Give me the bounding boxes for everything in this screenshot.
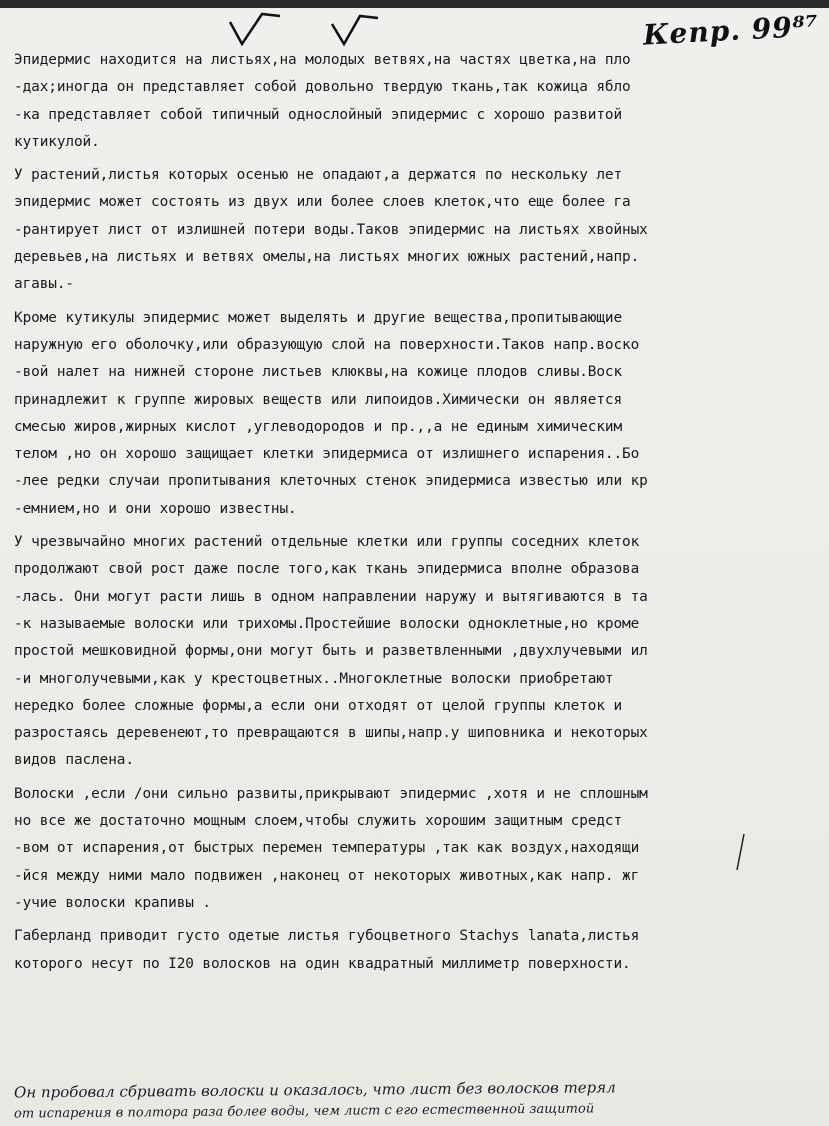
text-line: продолжают свой рост даже после того,как ткань эпидермиса вполне образова <box>14 561 640 578</box>
text-line: -лее редки случаи пропитывания клеточных стенок эпидермиса известью или кр <box>14 473 648 490</box>
text-line: Эпидермис находится на листьях,на молодых ветвях,на частях цветка,на пло <box>14 52 631 68</box>
text-line: принадлежит к группе жировых веществ или липоидов.Химически он является <box>14 391 623 408</box>
paragraph <box>14 47 826 156</box>
text-line: -учие волоски крапивы . <box>14 894 211 911</box>
paragraph <box>14 162 826 298</box>
scan-edge <box>0 0 829 8</box>
text-line: -и многолучевыми,как у крестоцветных..Многоклетные волоски приобретают <box>14 670 614 687</box>
paragraph <box>14 529 826 775</box>
text-line: -вом от испарения,от быстрых перемен температуры ,так как воздух,находящи <box>14 840 640 857</box>
text-line: Габерланд приводит густо одетые листья губоцветного Stachys lanata,листья <box>14 928 640 945</box>
check-marks-icon <box>228 10 388 50</box>
text-line: видов паслена. <box>14 752 134 769</box>
paragraph <box>14 923 826 978</box>
typed-text <box>14 47 826 978</box>
text-line: У растений,листья которых осенью не опадают,а держатся по нескольку лет <box>14 167 623 184</box>
text-line: -лась. Они могут расти лишь в одном направлении наружу и вытягиваются в та <box>14 588 648 605</box>
text-line: -ка представляет собой типичный однослойный эпидермис с хорошо развитой <box>14 106 623 123</box>
text-line: -емнием,но и они хорошо известны. <box>14 500 297 517</box>
text-line: У чрезвычайно многих растений отдельные клетки или группы соседних клеток <box>14 534 640 551</box>
text-line: которого несут по I20 волосков на один квадратный миллиметр поверхности. <box>14 955 631 972</box>
text-line: Кроме кутикулы эпидермис может выделять и другие вещества,пропитывающие <box>14 309 623 326</box>
text-line: деревьев,на листьях и ветвях омелы,на листьях многих южных растений,напр. <box>14 249 640 266</box>
margin-tick-icon <box>734 832 746 872</box>
text-line: -йся между ними мало подвижен ,наконец от некоторых животных,как напр. жг <box>14 867 640 884</box>
text-line: простой мешковидной формы,они могут быть и разветвленными ,двухлучевыми ил <box>14 643 648 660</box>
paragraph <box>14 305 826 523</box>
text-line: -к называемые волоски или трихомы.Простейшие волоски одноклетные,но кроме <box>14 615 640 632</box>
text-line: нередко более сложные формы,а если они отходят от целой группы клеток и <box>14 697 623 714</box>
text-line: агавы.- <box>14 276 74 293</box>
text-line: но все же достаточно мощным слоем,чтобы служить хорошим защитным средст <box>14 813 623 830</box>
text-line: -вой налет на нижней стороне листьев клюквы,на кожице плодов сливы.Воск <box>14 364 623 381</box>
text-line: -дах;иногда он представляет собой довольно твердую ткань,так кожица ябло <box>14 79 631 96</box>
paragraph <box>14 781 826 917</box>
archive-reference: Кепр. 99⁸⁷ <box>642 9 820 52</box>
text-line: телом ,но он хорошо защищает клетки эпидермиса от излишнего испарения..Бо <box>14 446 640 463</box>
handwritten-note: Он пробовал сбривать волоски и оказалось, что лист без волосков терял <box>13 1078 616 1102</box>
text-line: Волоски ,если /они сильно развиты,прикрывают эпидермис ,хотя и не сплошным <box>14 785 648 802</box>
handwritten-note: от испарения в полтора раза более воды, чем лист с его естественной защитой <box>13 1101 595 1122</box>
text-line: эпидермис может состоять из двух или более слоев клеток,что еще более га <box>14 194 631 211</box>
text-line: -рантирует лист от излишней потери воды.Таков эпидермис на листьях хвойных <box>14 221 648 238</box>
text-line: смесью жиров,жирных кислот ,углеводородов и пр.,,а не единым химическим <box>14 418 623 435</box>
text-line: кутикулой. <box>14 133 100 150</box>
text-line: наружную его оболочку,или образующую слой на поверхности.Таков напр.воско <box>14 336 640 353</box>
text-line: разростаясь деревенеют,то превращаются в шипы,напр.у шиповника и некоторых <box>14 725 648 742</box>
